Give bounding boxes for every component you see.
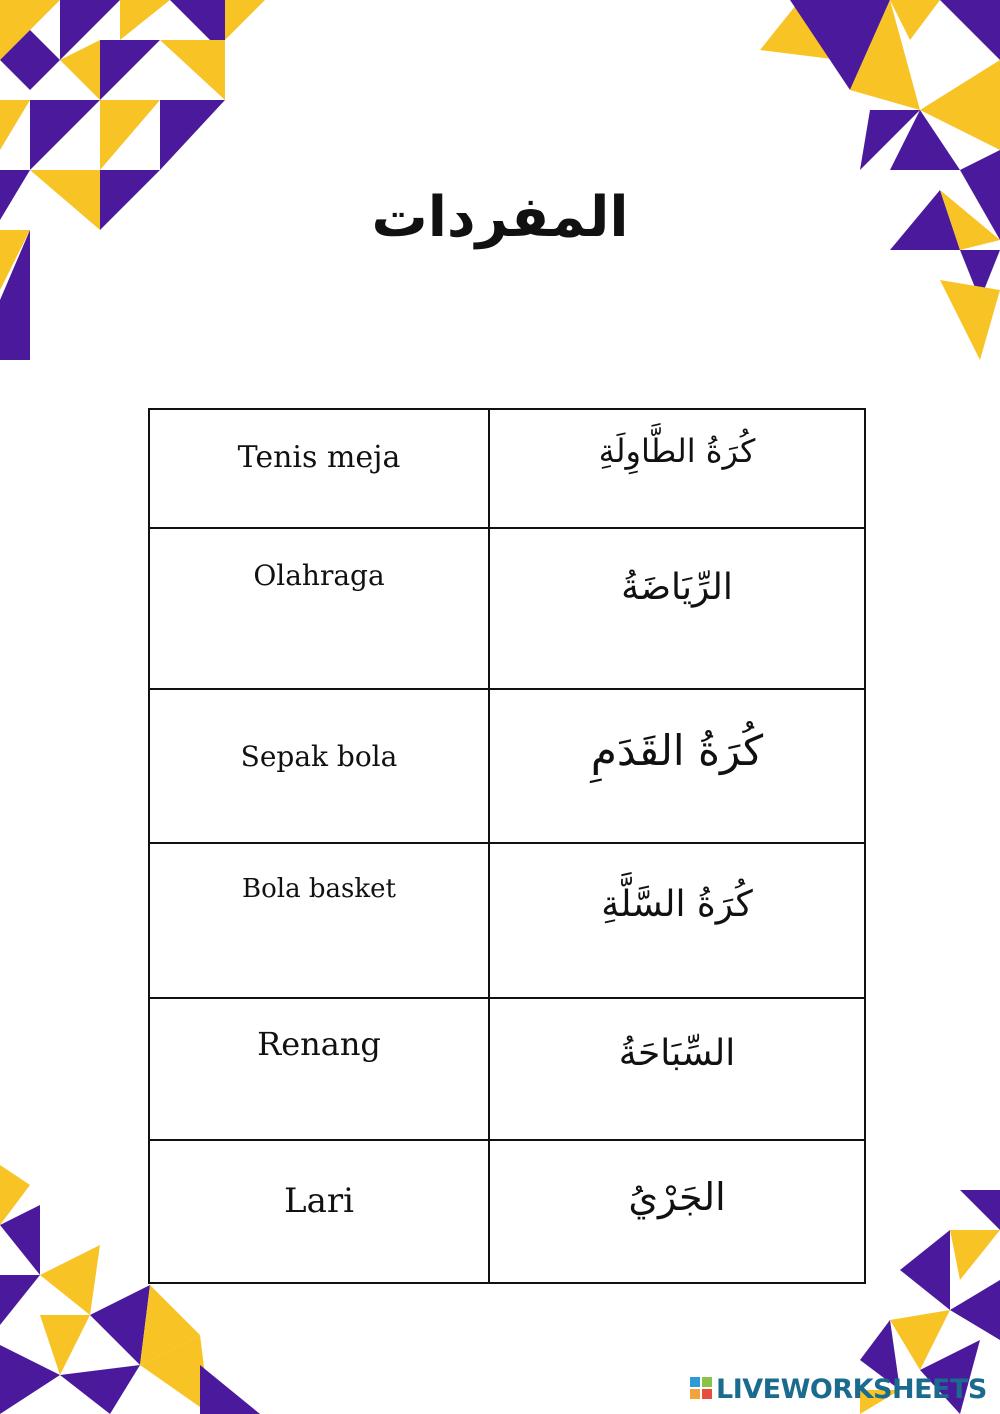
arabic-cell bbox=[489, 1140, 865, 1283]
decor-top-left bbox=[0, 0, 265, 360]
latin-term: Olahraga bbox=[253, 559, 385, 592]
latin-term: Renang bbox=[257, 1025, 381, 1063]
liveworksheets-watermark[interactable] bbox=[690, 1372, 987, 1406]
arabic-cell bbox=[489, 998, 865, 1140]
latin-cell bbox=[149, 1140, 489, 1283]
arabic-cell bbox=[489, 843, 865, 998]
latin-cell bbox=[149, 843, 489, 998]
latin-term: Sepak bola bbox=[240, 740, 398, 773]
page-title: المفردات bbox=[371, 185, 629, 250]
latin-cell bbox=[149, 409, 489, 528]
table-row bbox=[149, 843, 865, 998]
arabic-term: كُرَةُ الطَّاوِلَةِ bbox=[598, 432, 756, 470]
arabic-term: كُرَةُ القَدَمِ bbox=[590, 726, 764, 775]
table-row bbox=[149, 409, 865, 528]
latin-term: Bola basket bbox=[242, 874, 396, 904]
arabic-cell bbox=[489, 409, 865, 528]
latin-term: Tenis meja bbox=[237, 440, 401, 475]
latin-cell bbox=[149, 528, 489, 689]
vocabulary-table bbox=[148, 408, 866, 1284]
table-row bbox=[149, 998, 865, 1140]
arabic-term: الرِّيَاضَةُ bbox=[621, 567, 733, 608]
latin-term: Lari bbox=[284, 1181, 354, 1221]
arabic-term: الجَرْيُ bbox=[628, 1175, 726, 1219]
watermark-text: LIVEWORKSHEETS bbox=[716, 1373, 987, 1405]
table-row bbox=[149, 689, 865, 843]
latin-cell bbox=[149, 998, 489, 1140]
arabic-cell bbox=[489, 689, 865, 843]
table-row bbox=[149, 1140, 865, 1283]
arabic-term: كُرَةُ السَّلَّةِ bbox=[601, 884, 753, 925]
decor-top-right bbox=[760, 0, 1000, 360]
arabic-cell bbox=[489, 528, 865, 689]
latin-cell bbox=[149, 689, 489, 843]
arabic-term: السِّبَاحَةُ bbox=[618, 1033, 736, 1074]
liveworksheets-logo-icon bbox=[690, 1377, 712, 1401]
table-row bbox=[149, 528, 865, 689]
